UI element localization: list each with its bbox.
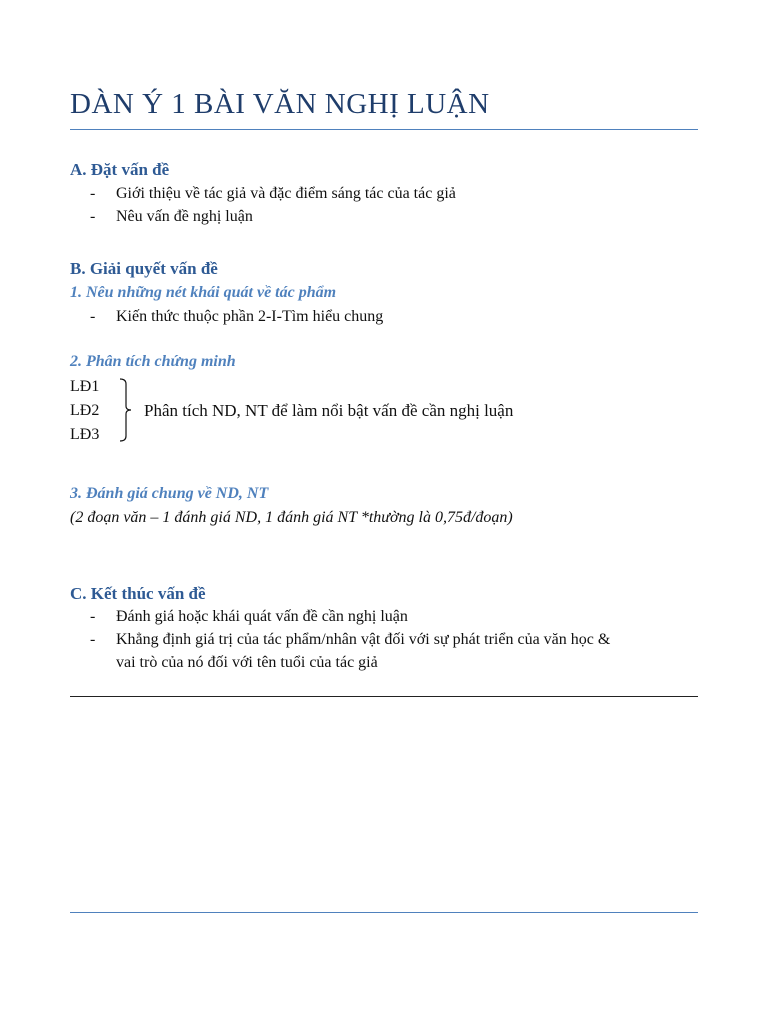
bullet-text: Kiến thức thuộc phần 2-I-Tìm hiểu chung [116,308,384,325]
bullet-dash: - [90,631,96,648]
bullet-dash: - [90,308,96,325]
bullet-text: Giới thiệu về tác giả và đặc điểm sáng tác của tác giả [116,185,456,202]
section-a-bullet-2 [90,208,253,226]
page-title: DÀN Ý 1 BÀI VĂN NGHỊ LUẬN [70,88,490,120]
bullet-dash: - [90,208,96,225]
section-b-heading: B. Giải quyết vấn đề [70,259,218,278]
bullet-dash: - [90,185,96,202]
divider-line [70,696,698,697]
section-b-sub1-bullet-1 [90,308,383,326]
bullet-text: Nêu vấn đề nghị luận [116,208,253,225]
section-c-bullet-1 [90,608,408,626]
section-c-bullet-2-continuation: vai trò của nó đối với tên tuổi của tác giả [116,654,378,671]
footer-rule [70,912,698,913]
section-c-bullet-2 [90,631,610,649]
ld-item-2: LĐ2 [70,402,100,419]
section-b-sub2-heading: 2. Phân tích chứng minh [70,353,236,370]
section-c-heading: C. Kết thúc vấn đề [70,584,206,603]
section-a-bullet-1 [90,185,456,203]
section-b-sub3-heading: 3. Đánh giá chung về ND, NT [70,485,269,502]
bullet-dash: - [90,608,96,625]
ld-item-1: LĐ1 [70,378,100,395]
bullet-text: Đánh giá hoặc khái quát vấn đề cần nghị luận [116,608,408,625]
right-brace-icon [118,378,142,442]
bullet-text: Khẳng định giá trị của tác phẩm/nhân vật đối với sự phát triển của văn học & [116,631,611,648]
title-underline [70,129,698,130]
ld-brace-description: Phân tích ND, NT để làm nổi bật vấn đề cần nghị luận [144,401,514,420]
section-b-sub1-heading: 1. Nêu những nét khái quát về tác phẩm [70,284,337,301]
section-b-sub3-note: (2 đoạn văn – 1 đánh giá ND, 1 đánh giá NT *thường là 0,75đ/đoạn) [70,509,513,526]
ld-item-3: LĐ3 [70,426,100,443]
section-a-heading: A. Đặt vấn đề [70,160,170,179]
